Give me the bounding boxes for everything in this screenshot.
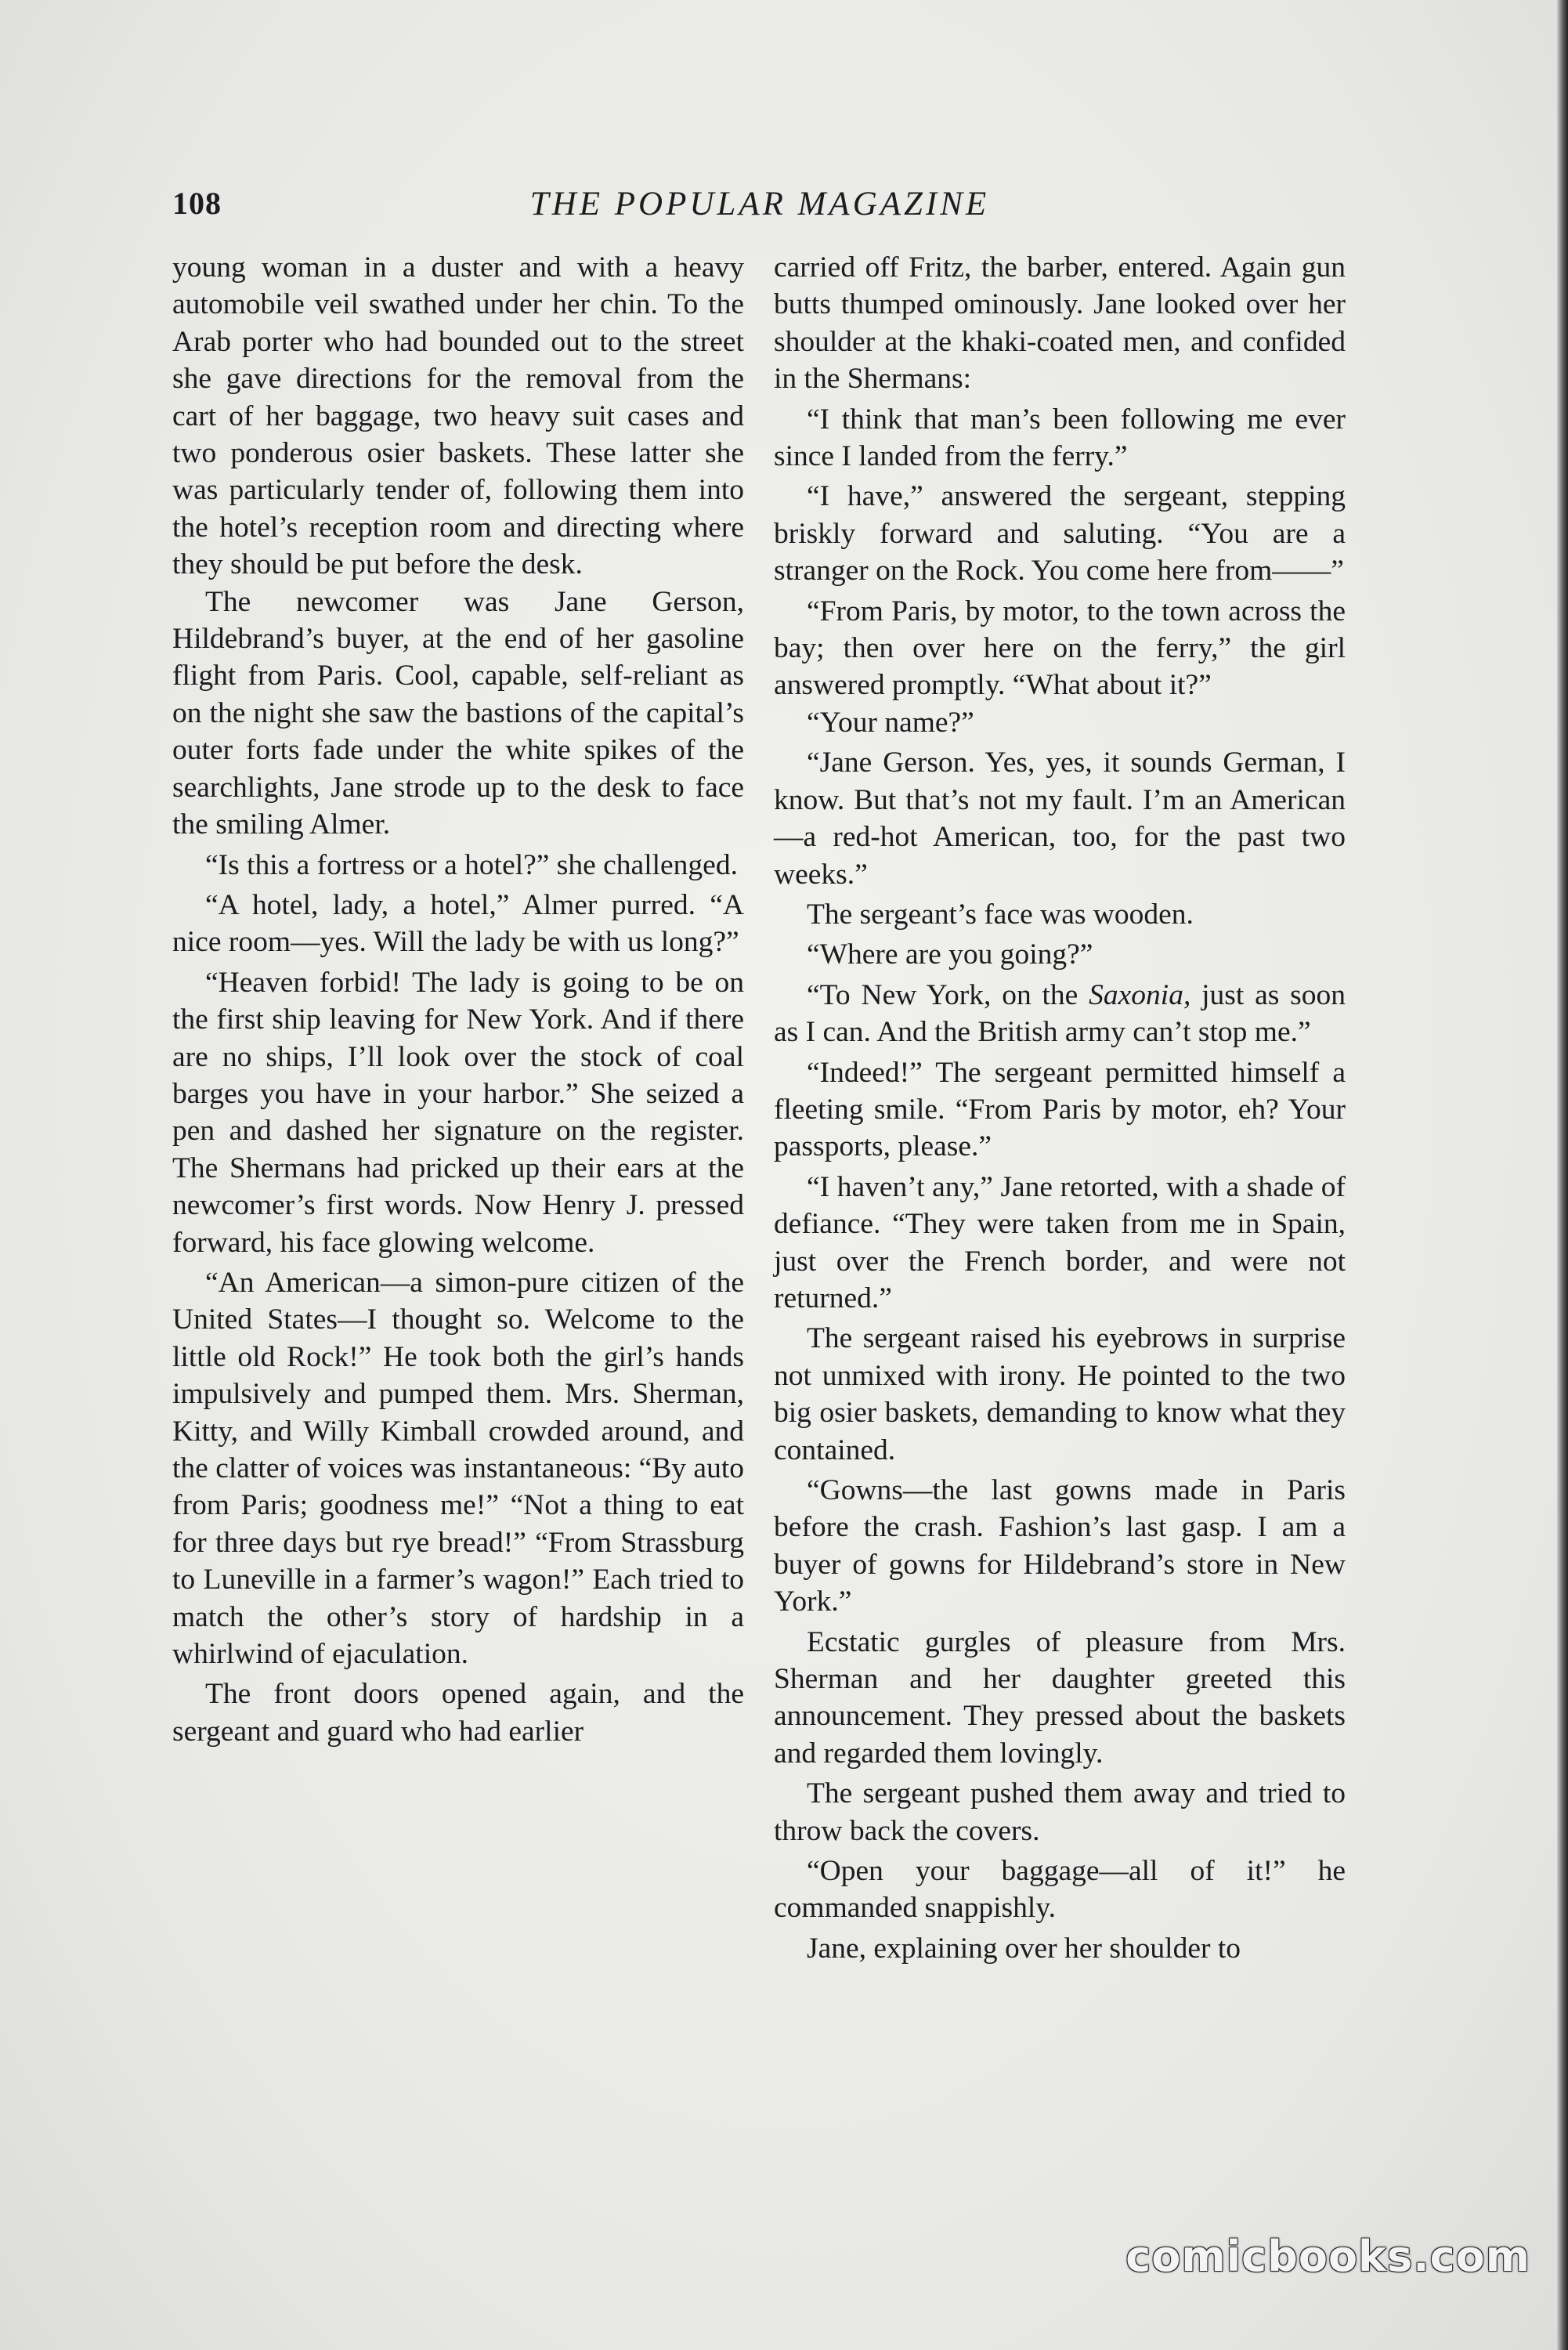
paragraph: The sergeant pushed them away and tried to throw back the covers. <box>774 1777 1346 1847</box>
paragraph: “An American—a simon-pure citizen of the United States—I thought so. Welcome to the little old Rock!” He took both the girl’s hands impulsively and pumped them. Mrs. Sherman, Kitty, and Willy Kimball crowded around, and the clatter of voices was instantaneous: “By auto from Paris; goodness me!” “Not a thing to eat for three days but rye bread!” “From Strassburg to Luneville in a farmer’s wagon!” Each tried to match the other’s story of hardship in a whirlwind of ejaculation. <box>172 1266 744 1671</box>
paragraph: “Jane Gerson. Yes, yes, it sounds German, I know. But that’s not my fault. I’m an American—a red-hot American, too, for the past two weeks.” <box>774 747 1346 891</box>
page-edge-shadow <box>1557 0 1568 2350</box>
paragraph: carried off Fritz, the barber, entered. Again gun butts thumped ominously. Jane looked over her shoulder at the khaki-coated men, and confided in the Shermans: <box>774 251 1346 396</box>
paragraph: “Is this a fortress or a hotel?” she challenged. <box>205 848 738 881</box>
paragraph: Jane, explaining over her shoulder to <box>807 1932 1241 1965</box>
paragraph: The sergeant raised his eyebrows in surprise not unmixed with irony. He pointed to the two big osier baskets, demanding to know what they contained. <box>774 1322 1346 1466</box>
paragraph: “Indeed!” The sergeant permitted himself a fleeting smile. “From Paris by motor, eh? Your passports, please.” <box>774 1056 1346 1163</box>
paragraph: Ecstatic gurgles of pleasure from Mrs. Sherman and her daughter greeted this announcement. They pressed about the baskets and regarded them lovingly. <box>774 1625 1346 1770</box>
comicbooks-watermark: comicbooks.com <box>1125 2232 1530 2281</box>
paragraph: “Your name?” <box>807 706 974 739</box>
paragraph: “From Paris, by motor, to the town across the bay; then over here on the ferry,” the girl answered promptly. “What about it?” <box>774 595 1346 702</box>
paragraph: “I think that man’s been following me ever since I landed from the ferry.” <box>774 403 1346 473</box>
page-number: 108 <box>172 186 222 221</box>
page-header <box>172 185 1347 232</box>
paragraph: The sergeant’s face was wooden. <box>807 898 1194 931</box>
paragraph: “Where are you going?” <box>807 938 1093 971</box>
paragraph: “I have,” answered the sergeant, stepping briskly forward and saluting. “You are a stranger on the Rock. You come here from——” <box>774 480 1346 588</box>
paragraph: The front doors opened again, and the sergeant and guard who had earlier <box>172 1678 744 1748</box>
right-column <box>774 249 1346 1967</box>
running-title: THE POPULAR MAGAZINE <box>529 186 990 222</box>
paragraph: young woman in a duster and with a heavy automobile veil swathed under her chin. To the Arab porter who had bounded out to the street she gave directions for the removal from the cart of her baggage, two heavy suit cases and two ponderous osier baskets. These latter she was particularly tender of, following them into the hotel’s reception room and directing where they should be put before the desk. <box>172 251 744 581</box>
paragraph: The newcomer was Jane Gerson, Hildebrand’s buyer, at the end of her gasoline flight from Paris. Cool, capable, self-reliant as on the night she saw the bastions of the capital’s outer forts fade under the white spikes of the searchlights, Jane strode up to the desk to face the smiling Almer. <box>172 585 744 841</box>
paragraph: “Open your baggage—all of it!” he commanded snappishly. <box>774 1855 1346 1925</box>
left-column <box>172 249 744 1750</box>
paragraph: “Gowns—the last gowns made in Paris before the crash. Fashion’s last gasp. I am a buyer of gowns for Hildebrand’s store in New York.” <box>774 1474 1346 1618</box>
paragraph: “A hotel, lady, a hotel,” Almer purred. “A nice room—yes. Will the lady be with us long?” <box>172 888 744 959</box>
paragraph: “Heaven forbid! The lady is going to be on the first ship leaving for New York. And if there are no ships, I’ll look over the stock of coal barges you have in your harbor.” She seized a pen and dashed her signature on the register. The Shermans had pricked up their ears at the newcomer’s first words. Now Henry J. pressed forward, his face glowing welcome. <box>172 966 744 1259</box>
paragraph: “To New York, on the Saxonia, just as soon as I can. And the British army can’t stop me.” <box>774 978 1346 1049</box>
paragraph: “I haven’t any,” Jane retorted, with a shade of defiance. “They were taken from me in Spain, just over the French border, and were not returned.” <box>774 1170 1346 1314</box>
